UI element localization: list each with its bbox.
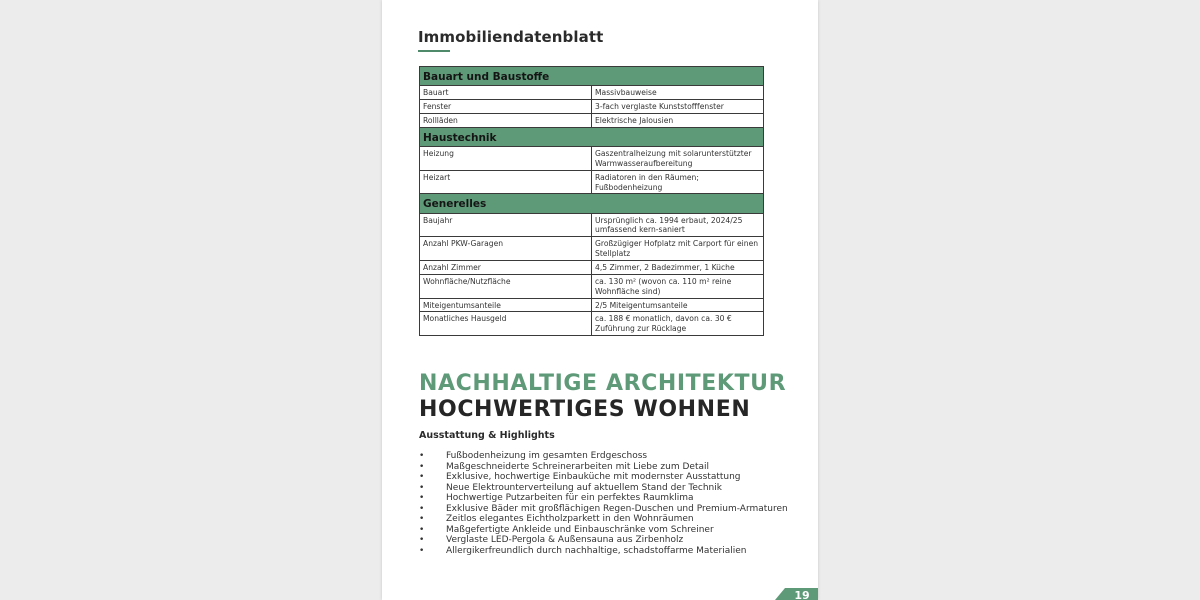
section-heading: Haustechnik <box>420 127 764 146</box>
bullet-icon: • <box>419 514 425 524</box>
list-item <box>419 483 818 494</box>
table-row <box>420 86 764 100</box>
row-label: Wohnfläche/Nutzfläche <box>420 274 592 298</box>
list-item-text: Exklusive, hochwertige Einbauküche mit modernster Ausstattung <box>446 472 741 482</box>
list-item <box>419 535 818 546</box>
bullet-icon: • <box>419 482 425 493</box>
row-label: Fenster <box>420 100 592 114</box>
title-underline <box>418 50 450 52</box>
bullet-icon: • <box>419 545 425 556</box>
row-value: Elektrische Jalousien <box>592 113 764 127</box>
table-row <box>420 146 764 170</box>
list-item-text: Exklusive Bäder mit großflächigen Regen-Duschen und Premium-Armaturen <box>446 503 788 514</box>
table-row <box>420 298 764 312</box>
row-value: Großzügiger Hofplatz mit Carport für einen Stellplatz <box>592 237 764 261</box>
row-label: Heizung <box>420 146 592 170</box>
highlights-list <box>419 451 818 556</box>
section-heading: Generelles <box>420 194 764 213</box>
row-value: 2/5 Miteigentumsanteile <box>592 298 764 312</box>
table-row <box>420 260 764 274</box>
bullet-icon: • <box>419 451 425 461</box>
list-item <box>419 462 818 473</box>
row-value: Gaszentralheizung mit solarunterstützter Warmwasseraufbereitung <box>592 146 764 170</box>
row-value: Radiatoren in den Räumen; Fußbodenheizung <box>592 170 764 194</box>
headline-primary: NACHHALTIGE ARCHITEKTUR <box>419 371 787 396</box>
list-item <box>419 546 818 557</box>
headline-secondary: HOCHWERTIGES WOHNEN <box>419 397 751 422</box>
row-label: Rollläden <box>420 113 592 127</box>
row-label: Baujahr <box>420 213 592 237</box>
list-item-text: Maßgeschneiderte Schreinerarbeiten mit Liebe zum Detail <box>446 461 709 472</box>
list-item <box>419 525 818 536</box>
section-heading: Bauart und Baustoffe <box>420 67 764 86</box>
table-row <box>420 213 764 237</box>
row-value: ca. 130 m² (wovon ca. 110 m² reine Wohnfläche sind) <box>592 274 764 298</box>
bullet-icon: • <box>419 524 425 535</box>
list-item <box>419 472 818 483</box>
row-value: ca. 188 € monatlich, davon ca. 30 € Zuführung zur Rücklage <box>592 312 764 336</box>
list-item-text: Neue Elektrounterverteilung auf aktuellem Stand der Technik <box>446 482 722 493</box>
row-value: 4,5 Zimmer, 2 Badezimmer, 1 Küche <box>592 260 764 274</box>
list-item <box>419 514 818 525</box>
bullet-icon: • <box>419 461 425 472</box>
page-number: 19 <box>794 589 810 600</box>
row-value: 3-fach verglaste Kunststofffenster <box>592 100 764 114</box>
row-value: Ursprünglich ca. 1994 erbaut, 2024/25 umfassend kern-saniert <box>592 213 764 237</box>
highlights-heading: Ausstattung & Highlights <box>419 430 555 441</box>
table-row <box>420 113 764 127</box>
row-label: Anzahl PKW-Garagen <box>420 237 592 261</box>
row-label: Monatliches Hausgeld <box>420 312 592 336</box>
list-item-text: Verglaste LED-Pergola & Außensauna aus Zirbenholz <box>446 535 684 545</box>
row-label: Bauart <box>420 86 592 100</box>
list-item-text: Zeitlos elegantes Eichtholzparkett in den Wohnräumen <box>446 514 694 524</box>
row-value: Massivbauweise <box>592 86 764 100</box>
bullet-icon: • <box>419 535 425 545</box>
table-row <box>420 100 764 114</box>
document-page <box>382 0 818 600</box>
row-label: Anzahl Zimmer <box>420 260 592 274</box>
property-data-table <box>419 66 764 336</box>
row-label: Miteigentumsanteile <box>420 298 592 312</box>
bullet-icon: • <box>419 472 425 482</box>
list-item <box>419 493 818 504</box>
table-row <box>420 170 764 194</box>
table-row <box>420 237 764 261</box>
list-item-text: Maßgefertigte Ankleide und Einbauschränke vom Schreiner <box>446 524 714 535</box>
list-item <box>419 451 818 462</box>
list-item-text: Hochwertige Putzarbeiten für ein perfektes Raumklima <box>446 493 694 503</box>
section-header-row <box>420 194 764 213</box>
bullet-icon: • <box>419 503 425 514</box>
list-item-text: Fußbodenheizung im gesamten Erdgeschoss <box>446 451 648 461</box>
list-item <box>419 504 818 515</box>
page-title: Immobiliendatenblatt <box>418 28 604 46</box>
table-row <box>420 274 764 298</box>
list-item-text: Allergikerfreundlich durch nachhaltige, schadstoffarme Materialien <box>446 545 747 556</box>
section-header-row <box>420 67 764 86</box>
bullet-icon: • <box>419 493 425 503</box>
row-label: Heizart <box>420 170 592 194</box>
table-row <box>420 312 764 336</box>
section-header-row <box>420 127 764 146</box>
